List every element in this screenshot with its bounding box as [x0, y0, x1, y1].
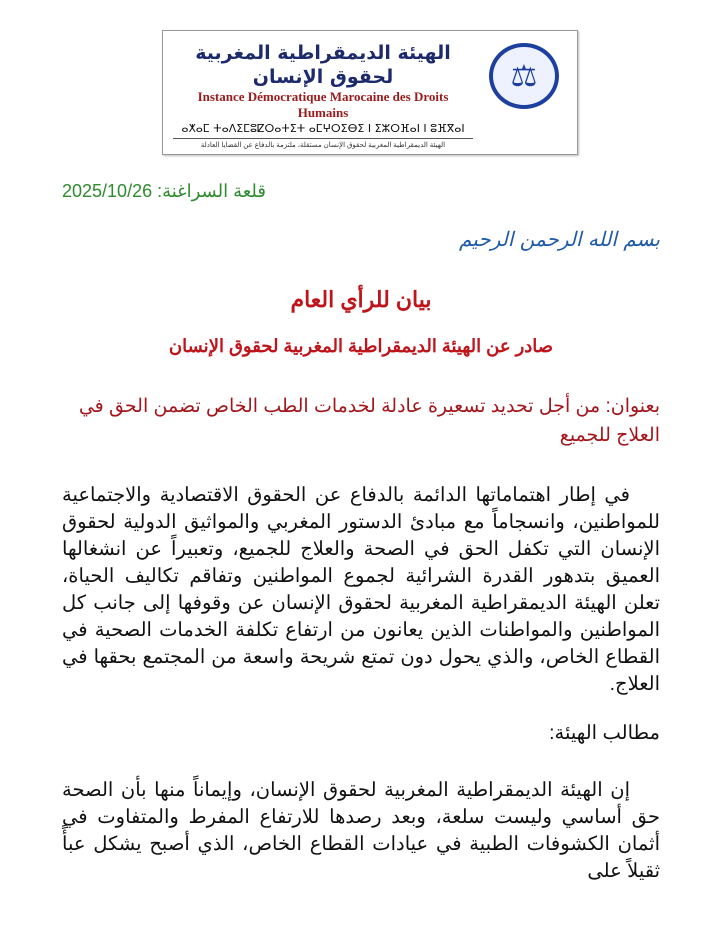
paragraph: في إطار اهتماماتها الدائمة بالدفاع عن الحقوق الاقتصادية والاجتماعية للمواطنين، وانسجاماً مع مبادئ الدستور المغربي والمواثيق الدولية لحقوق الإنسان التي تكفل الحق في الصحة والعلاج للجميع، وتعبيراً عن انشغالها العميق بتدهور القدرة الشرائية لجموع المواطنين وتفاقم تكاليف الحياة، تعلن الهيئة الديمقراطية المغربية لحقوق الإنسان عن وقوفها إلى جانب كل المواطنين والمواطنات الذين يعانون من ارتفاع تكلفة الخدمات الصحية في القطاع الخاص، والذي يحول دون تمتع شريحة واسعة من المجتمع بحقها في العلاج.	[62, 484, 660, 695]
org-tagline: الهيئة الديمقراطية المغربية لحقوق الإنسان مستقلة، ملتزمة بالدفاع عن القضايا العادلة	[200, 142, 446, 149]
document-title: بيان للرأي العام	[290, 287, 432, 312]
org-name-french: Instance Démocratique Marocaine des Droits Humains	[197, 89, 449, 120]
document-subtitle: صادر عن الهيئة الديمقراطية المغربية لحقوق الإنسان	[168, 336, 554, 356]
section-heading: مطالب الهيئة:	[549, 722, 660, 744]
paragraph: إن الهيئة الديمقراطية المغربية لحقوق الإنسان، وإيماناً منها بأن الصحة حق أساسي وليست سلعة، وبعد رصدها للارتفاع المفرط والمتفاوت في أثمان الكشوفات الطبية في عيادات القطاع الخاص، الذي أصبح يشكل عبأً ثقيلاً على	[62, 779, 660, 882]
org-name-arabic: الهيئة الديمقراطية المغربية لحقوق الإنسان	[195, 42, 451, 88]
org-name-tifinagh: ⴰⵅⴰⵎ ⵜⴰⴷⵉⵎⵓⵇⵔⴰⵜⵉⵜ ⴰⵎⵖⵔⵉⴱⵉ ⵏ ⵉⵣⵔⴼⴰⵏ ⵏ ⵓⴼⴳⴰⵏ	[181, 122, 465, 135]
letterhead	[162, 30, 578, 155]
organization-logo-icon	[489, 43, 559, 109]
place-date: قلعة السراغنة: 2025/10/26	[62, 181, 266, 201]
divider	[173, 138, 473, 139]
document-subject: بعنوان: من أجل تحديد تسعيرة عادلة لخدمات الطب الخاص تضمن الحق في العلاج للجميع	[78, 396, 660, 446]
place-date-row	[62, 180, 660, 202]
basmala: بسم الله الرحمن الرحيم	[458, 227, 660, 251]
document-body	[62, 180, 660, 885]
